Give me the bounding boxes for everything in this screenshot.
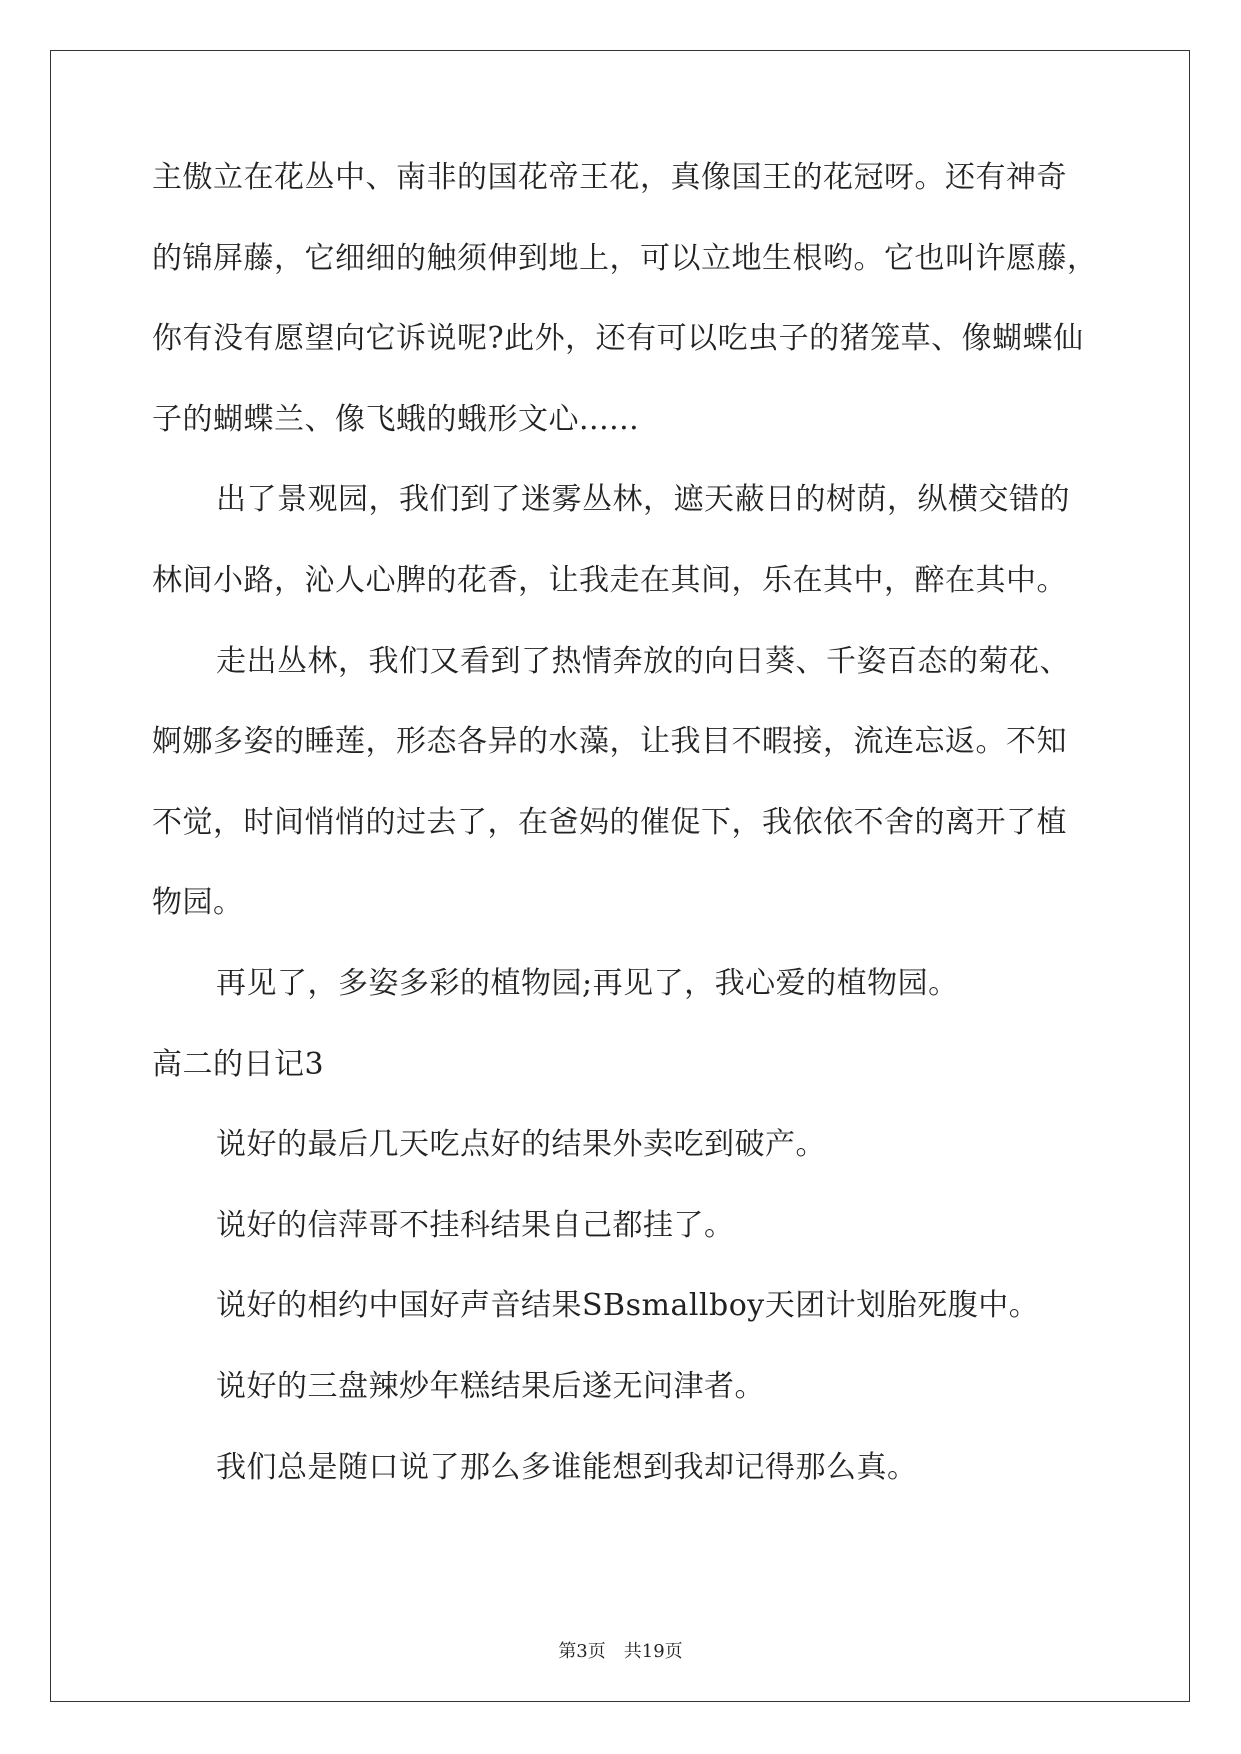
text-line: 说好的最后几天吃点好的结果外卖吃到破产。 [216, 1127, 826, 1163]
text-line: 我们总是随口说了那么多谁能想到我却记得那么真。 [216, 1449, 918, 1485]
text-line: 说好的相约中国好声音结果SBsmallboy天团计划胎死腹中。 [216, 1288, 1040, 1324]
page-number: 第3页 [558, 1641, 606, 1662]
text-line: 的锦屏藤，它细细的触须伸到地上，可以立地生根哟。它也叫许愿藤， [152, 240, 1098, 276]
text-line: 主傲立在花丛中、南非的国花帝王花，真像国王的花冠呀。还有神奇 [152, 160, 1067, 195]
text-line: 说好的三盘辣炒年糕结果后遂无问津者。 [216, 1368, 765, 1404]
section-heading: 高二的日记3 [152, 1046, 325, 1082]
text-line: 子的蝴蝶兰、像飞蛾的蛾形文心...... [152, 401, 640, 437]
page-total: 共19页 [623, 1641, 683, 1662]
text-line: 出了景观园，我们到了迷雾丛林，遮天蔽日的树荫，纵横交错的 [216, 482, 1070, 518]
text-line: 不觉，时间悄悄的过去了，在爸妈的催促下，我依依不舍的离开了植 [152, 804, 1067, 840]
text-line: 你有没有愿望向它诉说呢?此外，还有可以吃虫子的猪笼草、像蝴蝶仙 [152, 321, 1084, 357]
document-body [152, 158, 1098, 1528]
page-footer [0, 1641, 1241, 1663]
text-line: 走出丛林，我们又看到了热情奔放的向日葵、千姿百态的菊花、 [216, 643, 1070, 679]
text-line: 说好的信萍哥不挂科结果自己都挂了。 [216, 1207, 735, 1243]
text-line: 林间小路，沁人心脾的花香，让我走在其间，乐在其中，醉在其中。 [152, 562, 1067, 598]
text-line: 婀娜多姿的睡莲，形态各异的水藻，让我目不暇接，流连忘返。不知 [152, 724, 1067, 760]
text-line: 再见了，多姿多彩的植物园;再见了，我心爱的植物园。 [216, 965, 959, 1001]
text-line: 物园。 [152, 885, 244, 921]
